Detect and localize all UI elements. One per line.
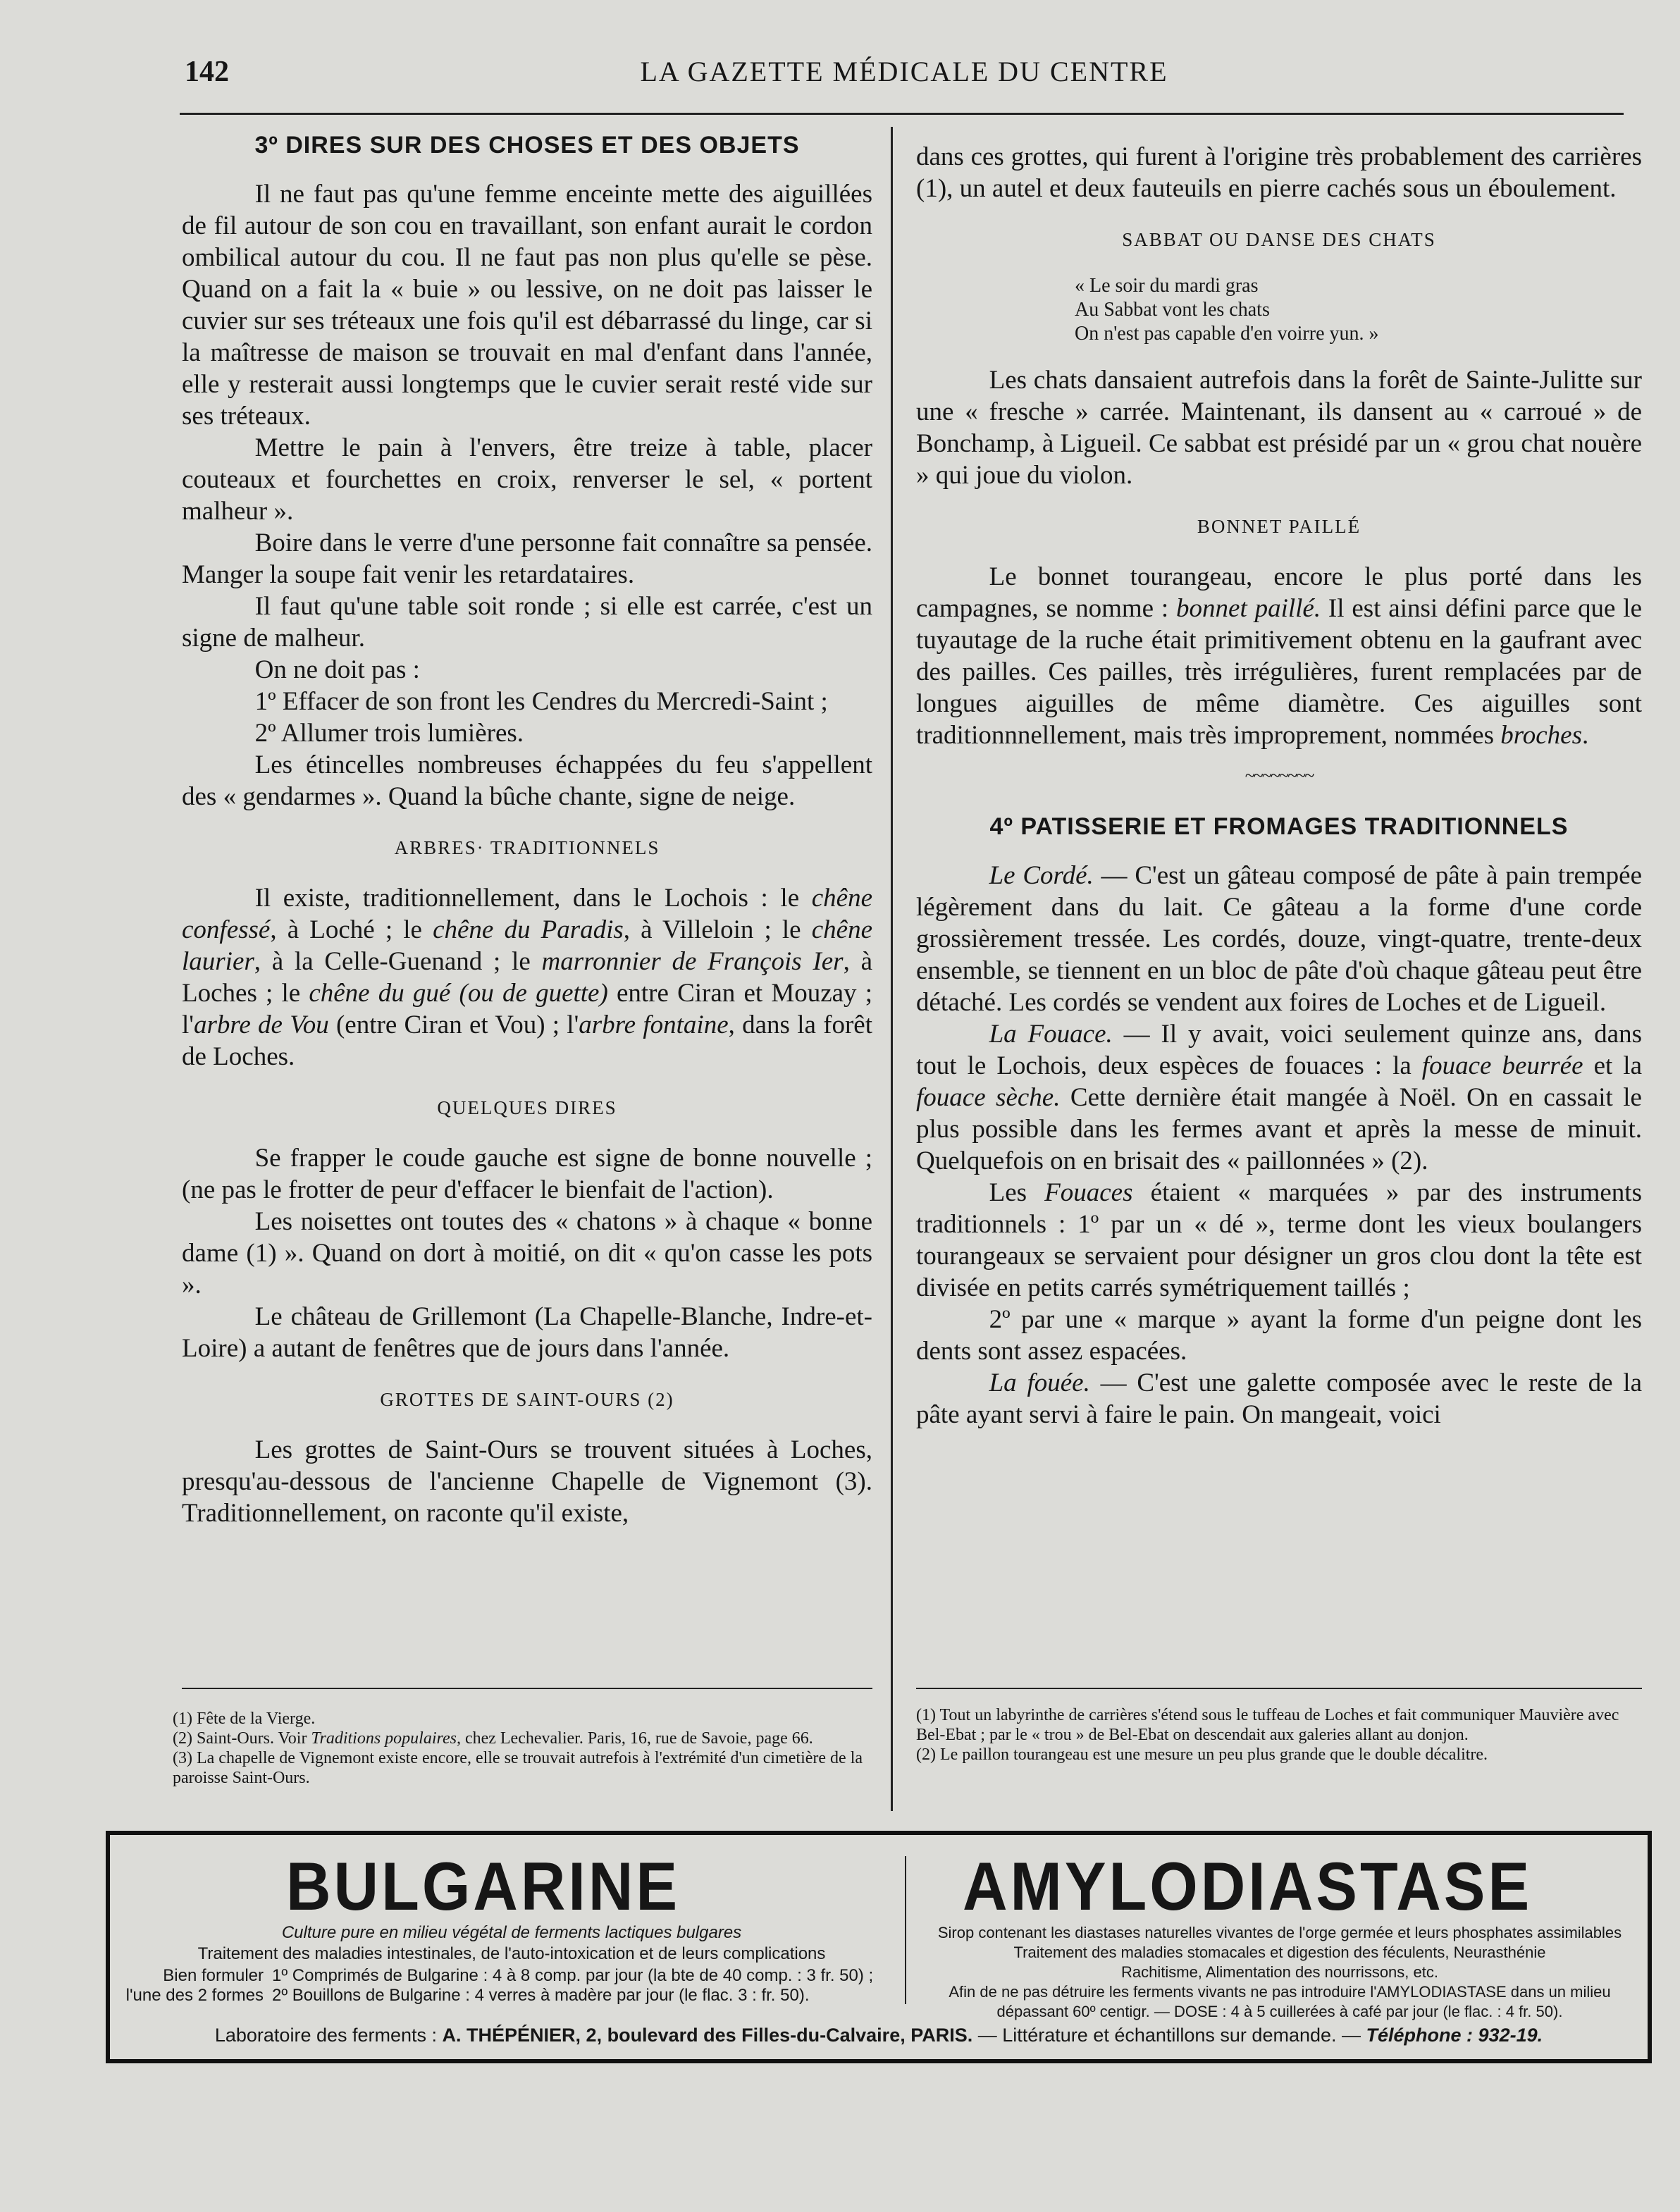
section-title: 3º DIRES SUR DES CHOSES ET DES OBJETS (254, 132, 800, 159)
bulgarine-formulas: 1º Comprimés de Bulgarine : 4 à 8 comp. par jour (la bte de 40 comp. : 3 fr. 50) ; 2º Bouillons de Bulgarine : 4 verres à madère par jour (le flac. 3 : fr. 50). (272, 1966, 874, 2005)
paragraph: Les noisettes ont toutes des « chatons » à chaque « bonne dame (1) ». Quand on dort à moitié, on dit « qu'on casse les pots ». (182, 1207, 872, 1299)
paragraph: 2º par une « marque » ayant la forme d'un peigne dont les dents sont assez espacées. (916, 1305, 1642, 1366)
bulgarine-line: Traitement des maladies intestinales, de l'auto-intoxication et de leurs complications (197, 1944, 826, 1963)
header-rule (180, 113, 1624, 115)
subheading: ARBRES· TRADITIONNELS (394, 837, 660, 858)
subheading: BONNET PAILLÉ (1197, 516, 1361, 537)
bulgarine-formula-label: Bien formuler l'une des 2 formes (125, 1966, 264, 2005)
laboratory-line: Laboratoire des ferments : A. THÉPÉNIER, 2, boulevard des Filles-du-Calvaire, PARIS. — Littérature et échantillons sur demande. — Téléphone : 932-19. (214, 2025, 1543, 2046)
paragraph: Les étincelles nombreuses échappées du feu s'appellent des « gendarmes ». Quand la bûche chante, signe de neige. (182, 750, 872, 811)
poem-line: Au Sabbat vont les chats (1075, 299, 1270, 321)
paragraph-fouaces: Les Fouaces étaient « marquées » par des instruments traditionnels : 1º par un « dé », terme dont les vieux boulangers tourangeaux se servaient pour désigner un gros clou dont la tête est divisée en petits carrés symétriquement taillés ; (916, 1178, 1642, 1302)
left-footnotes (173, 1709, 874, 1788)
footnote: (3) La chapelle de Vignemont existe encore, elle se trouvait autrefois à l'extrémité d'un cimetière de la paroisse Saint-Ours. (173, 1749, 863, 1787)
page-number: 142 (185, 56, 229, 88)
footnote-rule (916, 1688, 1642, 1689)
paragraph: 1º Effacer de son front les Cendres du Mercredi-Saint ; (254, 687, 828, 716)
footnote-rule (182, 1688, 872, 1689)
subheading: SABBAT OU DANSE DES CHATS (1122, 229, 1436, 250)
poem-line: On n'est pas capable d'en voirre yun. » (1075, 323, 1379, 345)
page-header (185, 55, 1624, 97)
subheading: GROTTES DE SAINT-OURS (2) (380, 1389, 674, 1410)
paragraph-corde: Le Cordé. — C'est un gâteau composé de pâte à pain trempée légèrement dans du lait. Ce gâteau a la forme d'une corde grossièrement tressée. Les cordés, douze, vingt-quatre, trente-deux ensemble, se tiennent en un bloc de pâte d'où chaque gâteau peut être détaché. Les cordés se vendent aux foires de Loches et de Ligueil. (916, 861, 1642, 1017)
journal-title: LA GAZETTE MÉDICALE DU CENTRE (640, 56, 1168, 87)
paragraph: 2º Allumer trois lumières. (254, 719, 524, 748)
paragraph: Les grottes de Saint-Ours se trouvent situées à Loches, presqu'au-dessous de l'ancienne Chapelle de Vignemont (3). Traditionnellement, on raconte qu'il existe, (182, 1435, 872, 1528)
paragraph: dans ces grottes, qui furent à l'origine très probablement des carrières (1), un autel et deux fauteuils en pierre cachés sous un éboulement. (916, 142, 1642, 203)
paragraph-fouace: La Fouace. — Il y avait, voici seulement quinze ans, dans tout le Lochois, deux espèces de fouaces : la fouace beurrée et la fouace sèche. Cette dernière était mangée à Noël. On en cassait le plus possible dans les fermes avant et après la messe de minuit. Quelquefois on en brisait des « paillonnées » (2). (916, 1020, 1642, 1175)
footnote: (1) Tout un labyrinthe de carrières s'étend sous le tuffeau de Loches et fait communiquer Mauvière avec Bel-Ebat ; par le « trou » de Bel-Ebat on descendait aux galeries allant au donjon. (916, 1706, 1619, 1744)
bulgarine-title: BULGARINE (286, 1848, 681, 1924)
section-title: 4º PATISSERIE ET FROMAGES TRADITIONNELS (989, 813, 1569, 840)
amylodiastase-text: Sirop contenant les diastases naturelles vivantes de l'orge germée et leurs phosphates assimilables Traitement des maladies stomacales et digestion des féculents, Neurasthénie Rachitisme, Alimentation des nourrissons, etc. Afin de ne pas détruire les ferments vivants ne pas introduire l'AMYLODIASTASE dans un milieu dépassant 60º centigr. — DOSE : 4 à 5 cuillerées à café par jour (le flac. : 4 fr. 50). (937, 1924, 1622, 2020)
advertisement-box (106, 1831, 1652, 2063)
footnote: (1) Fête de la Vierge. (173, 1710, 316, 1728)
paragraph-fouee: La fouée. — C'est une galette composée avec le reste de la pâte ayant servi à faire le pain. On mangeait, voici (916, 1368, 1642, 1429)
right-footnotes (916, 1705, 1642, 1765)
paragraph: Boire dans le verre d'une personne fait connaître sa pensée. Manger la soupe fait venir les retardataires. (182, 529, 872, 589)
footnote: (2) Saint-Ours. Voir Traditions populaires, chez Lechevalier. Paris, 16, rue de Savoie, page 66. (173, 1729, 813, 1748)
ornament-squiggle: ~~~~~~~~ (1244, 765, 1314, 786)
poem-line: « Le soir du mardi gras (1075, 275, 1259, 297)
paragraph: On ne doit pas : (254, 655, 420, 684)
paragraph-bonnet: Le bonnet tourangeau, encore le plus porté dans les campagnes, se nomme : bonnet paillé. Il est ainsi défini parce que le tuyautage de la ruche était primitivement obtenu en la gaufrant avec des pailles. Ces pailles, très irrégulières, furent remplacées par de longues aiguilles de même diamètre. Ces aiguilles sont traditionnnellement, mais très improprement, nommées broches. (916, 562, 1642, 750)
paragraph: Le château de Grillemont (La Chapelle-Blanche, Indre-et-Loire) a autant de fenêtres que de jours dans l'année. (182, 1302, 872, 1363)
paragraph: Il ne faut pas qu'une femme enceinte mette des aiguillées de fil autour de son cou en travaillant, son enfant aurait le cordon ombilical autour du cou. Il ne faut pas non plus qu'elle se pèse. Quand on a fait la « buie » ou lessive, on ne doit pas laisser le cuvier sur ses tréteaux une fois qu'il est débarrassé du linge, car si la maîtresse de maison se trouvait en mal d'enfant dans l'année, elle y resterait aussi longtemps que le cuvier serait resté vide sur ses tréteaux. (182, 180, 872, 431)
poem (916, 274, 1642, 346)
paragraph: Se frapper le coude gauche est signe de bonne nouvelle ; (ne pas le frotter de peur d'effacer le bienfait de l'action). (182, 1144, 872, 1204)
bulgarine-subtitle: Culture pure en milieu végétal de ferments lactiques bulgares (281, 1923, 742, 1942)
right-column (916, 141, 1642, 1431)
paragraph: Les chats dansaient autrefois dans la forêt de Sainte-Julitte sur une « fresche » carrée. Maintenant, ils dansent au « carroué » de Bonchamp, à Ligueil. Ce sabbat est présidé par un « grou chat nouère » qui joue du violon. (916, 366, 1642, 490)
subheading: QUELQUES DIRES (437, 1097, 617, 1118)
paragraph-arbres: Il existe, traditionnellement, dans le Lochois : le chêne confessé, à Loché ; le chêne du Paradis, à Villeloin ; le chêne laurier, à la Celle-Guenand ; le marronnier de François Ier, à Loches ; le chêne du gué (ou de guette) entre Ciran et Mouzay ; l'arbre de Vou (entre Ciran et Vou) ; l'arbre fontaine, dans la forêt de Loches. (182, 884, 873, 1071)
amylodiastase-title: AMYLODIASTASE (963, 1848, 1533, 1924)
left-column (182, 125, 872, 1529)
footnote: (2) Le paillon tourangeau est une mesure un peu plus grande que le double décalitre. (916, 1745, 1488, 1764)
paragraph: Il faut qu'une table soit ronde ; si elle est carrée, c'est un signe de malheur. (182, 592, 872, 653)
paragraph: Mettre le pain à l'envers, être treize à table, placer couteaux et fourchettes en croix, renverser le sel, « portent malheur ». (182, 433, 872, 526)
column-divider (891, 127, 893, 1811)
